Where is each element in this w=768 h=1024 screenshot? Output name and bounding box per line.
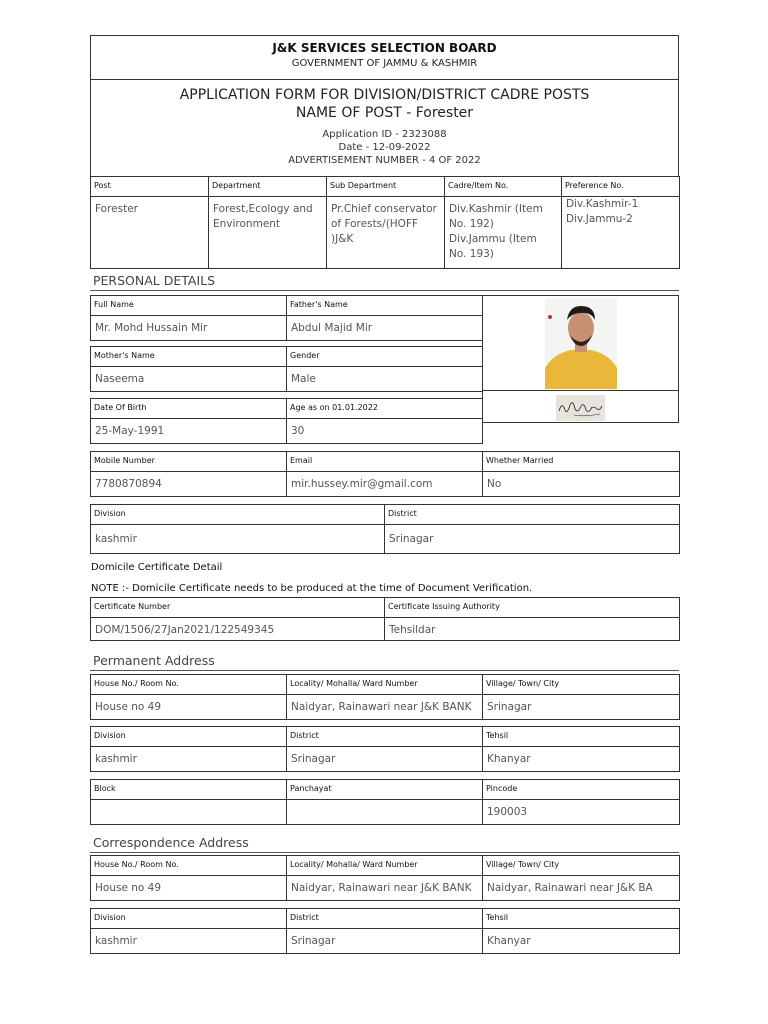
applicant-photo xyxy=(545,298,617,389)
domicile-title: Domicile Certificate Detail xyxy=(91,562,223,573)
corr-house-value: House no 49 xyxy=(91,876,287,901)
mother-name-value: Naseema xyxy=(91,367,287,392)
perm-block-value xyxy=(91,800,287,825)
mobile-value: 7780870894 xyxy=(91,472,287,497)
dob-label: Date Of Birth xyxy=(91,399,287,419)
department-header: Department xyxy=(209,177,327,197)
sub-department-header: Sub Department xyxy=(327,177,445,197)
perm-tehsil-label: Tehsil xyxy=(483,727,680,747)
dob-table xyxy=(90,398,483,444)
issuing-authority-value: Tehsildar xyxy=(385,618,680,641)
permanent-block-table xyxy=(90,779,680,825)
perm-block-label: Block xyxy=(91,780,287,800)
corr-district-value: Srinagar xyxy=(287,929,483,954)
location-table xyxy=(90,504,680,554)
government-name: GOVERNMENT OF JAMMU & KASHMIR xyxy=(291,58,478,69)
board-name: J&K SERVICES SELECTION BOARD xyxy=(272,41,497,55)
full-name-label: Full Name xyxy=(91,296,287,316)
photo-divider xyxy=(483,390,678,391)
sub-department-value: Pr.Chief conservator of Forests/(HOFF )J&K xyxy=(327,197,445,269)
cadre-value xyxy=(445,197,562,269)
district-value: Srinagar xyxy=(385,525,680,554)
corr-division-value: kashmir xyxy=(91,929,287,954)
personal-details-rule xyxy=(90,290,679,291)
corr-tehsil-label: Tehsil xyxy=(483,909,680,929)
post-header: Post xyxy=(91,177,209,197)
perm-district-label: District xyxy=(287,727,483,747)
married-label: Whether Married xyxy=(483,452,680,472)
post-table xyxy=(90,176,680,269)
perm-house-label: House No./ Room No. xyxy=(91,675,287,695)
name-table xyxy=(90,295,483,341)
perm-locality-value: Naidyar, Rainawari near J&K BANK xyxy=(287,695,483,720)
post-value: Forester xyxy=(91,197,209,269)
perm-division-label: Division xyxy=(91,727,287,747)
age-label: Age as on 01.01.2022 xyxy=(287,399,483,419)
advertisement-number: ADVERTISEMENT NUMBER - 4 OF 2022 xyxy=(288,155,481,166)
corr-tehsil-value: Khanyar xyxy=(483,929,680,954)
mother-name-label: Mother's Name xyxy=(91,347,287,367)
correspondence-address-rule xyxy=(90,852,679,853)
division-value: kashmir xyxy=(91,525,385,554)
permanent-division-table xyxy=(90,726,680,772)
cadre-kashmir: Div.Kashmir (Item No. 192) xyxy=(449,203,543,230)
photo-signature-box xyxy=(482,295,679,423)
corr-locality-value: Naidyar, Rainawari near J&K BANK xyxy=(287,876,483,901)
email-label: Email xyxy=(287,452,483,472)
permanent-house-table xyxy=(90,674,680,720)
perm-division-value: kashmir xyxy=(91,747,287,772)
corr-district-label: District xyxy=(287,909,483,929)
post-title: NAME OF POST - Forester xyxy=(295,105,474,121)
domicile-note: NOTE :- Domicile Certificate needs to be produced at the time of Document Verification. xyxy=(91,583,533,594)
issuing-authority-label: Certificate Issuing Authority xyxy=(385,598,680,618)
district-label: District xyxy=(385,505,680,525)
perm-house-value: House no 49 xyxy=(91,695,287,720)
corr-division-label: Division xyxy=(91,909,287,929)
perm-panchayat-label: Panchayat xyxy=(287,780,483,800)
perm-pincode-value: 190003 xyxy=(483,800,680,825)
form-header xyxy=(90,35,679,177)
perm-district-value: Srinagar xyxy=(287,747,483,772)
correspondence-division-table xyxy=(90,908,680,954)
cadre-header: Cadre/Item No. xyxy=(445,177,562,197)
preference-kashmir: Div.Kashmir-1 xyxy=(566,198,639,210)
gender-value: Male xyxy=(287,367,483,392)
age-value: 30 xyxy=(287,419,483,444)
perm-panchayat-value xyxy=(287,800,483,825)
gender-label: Gender xyxy=(287,347,483,367)
perm-pincode-label: Pincode xyxy=(483,780,680,800)
preference-header: Preference No. xyxy=(562,177,680,197)
full-name-value: Mr. Mohd Hussain Mir xyxy=(91,316,287,341)
corr-village-value: Naidyar, Rainawari near J&K BA xyxy=(483,876,680,901)
cadre-jammu: Div.Jammu (Item No. 193) xyxy=(449,233,537,260)
certificate-number-label: Certificate Number xyxy=(91,598,385,618)
correspondence-house-table xyxy=(90,855,680,901)
domicile-table xyxy=(90,597,680,641)
perm-village-value: Srinagar xyxy=(483,695,680,720)
personal-details-title: PERSONAL DETAILS xyxy=(93,273,216,288)
married-value: No xyxy=(483,472,680,497)
corr-village-label: Village/ Town/ City xyxy=(483,856,680,876)
application-date: Date - 12-09-2022 xyxy=(338,142,431,153)
correspondence-address-title: Correspondence Address xyxy=(93,835,249,850)
preference-jammu: Div.Jammu-2 xyxy=(566,213,633,225)
corr-locality-label: Locality/ Mohalla/ Ward Number xyxy=(287,856,483,876)
parents-table xyxy=(90,346,483,392)
header-divider xyxy=(91,79,678,80)
certificate-number-value: DOM/1506/27Jan2021/122549345 xyxy=(91,618,385,641)
dob-value: 25-May-1991 xyxy=(91,419,287,444)
preference-value xyxy=(562,197,680,269)
permanent-address-rule xyxy=(90,670,679,671)
applicant-signature xyxy=(556,395,605,421)
form-title: APPLICATION FORM FOR DIVISION/DISTRICT CADRE POSTS xyxy=(179,87,590,103)
department-value: Forest,Ecology and Environment xyxy=(209,197,327,269)
father-name-label: Father's Name xyxy=(287,296,483,316)
father-name-value: Abdul Majid Mir xyxy=(287,316,483,341)
perm-tehsil-value: Khanyar xyxy=(483,747,680,772)
permanent-address-title: Permanent Address xyxy=(93,653,215,668)
contact-table xyxy=(90,451,680,497)
mobile-label: Mobile Number xyxy=(91,452,287,472)
application-id: Application ID - 2323088 xyxy=(322,129,447,140)
corr-house-label: House No./ Room No. xyxy=(91,856,287,876)
division-label: Division xyxy=(91,505,385,525)
perm-locality-label: Locality/ Mohalla/ Ward Number xyxy=(287,675,483,695)
email-value: mir.hussey.mir@gmail.com xyxy=(287,472,483,497)
perm-village-label: Village/ Town/ City xyxy=(483,675,680,695)
